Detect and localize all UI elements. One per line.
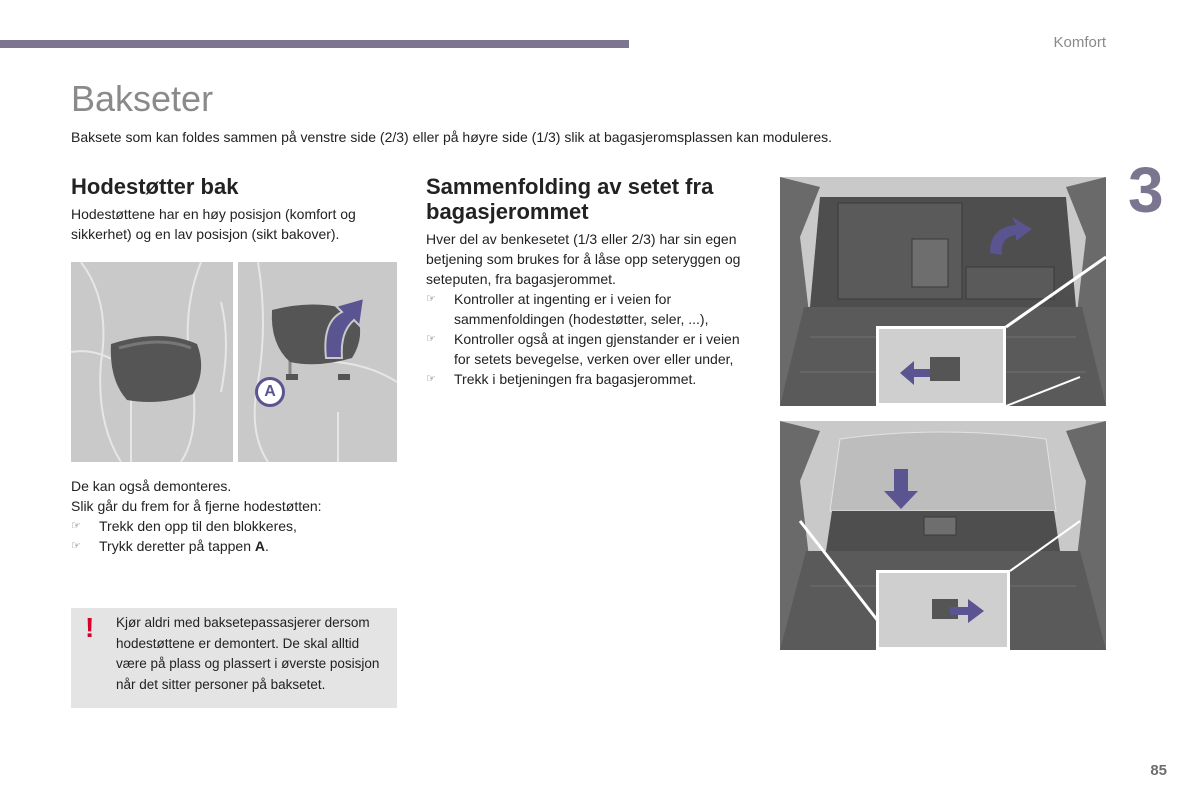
pointing-hand-icon: ☞	[426, 293, 436, 305]
removal-steps	[71, 516, 401, 556]
pointing-hand-icon: ☞	[71, 520, 81, 532]
warning-icon: !	[85, 612, 95, 643]
list-item: ☞ Kontroller også at ingen gjenstander er i veien for setets bevegelse, verken over eller under,	[426, 331, 740, 367]
folding-body	[426, 229, 746, 389]
folding-steps	[426, 289, 746, 389]
list-item: ☞ Kontroller at ingenting er i veien for sammenfoldingen (hodestøtter, seler, ...),	[426, 291, 709, 327]
headrests-text: Hodestøttene har en høy posisjon (komfort og sikkerhet) og en lav posisjon (sikt bakover).	[71, 206, 356, 242]
folding-text: Hver del av benkesetet (1/3 eller 2/3) har sin egen betjening som brukes for å låse opp seteryggen og seteputen, fra bagasjerommet.	[426, 231, 741, 287]
warning-box	[71, 608, 397, 708]
pointing-hand-icon: ☞	[71, 540, 81, 552]
pointing-hand-icon: ☞	[426, 333, 436, 345]
page-number: 85	[1150, 762, 1167, 779]
headrests-removal	[71, 476, 401, 556]
tab-a-emphasis: A	[254, 538, 266, 554]
section-label: Komfort	[1053, 34, 1106, 51]
headrest-low-illustration	[71, 262, 233, 462]
warning-text: Kjør aldri med baksetepassasjerer dersom hodestøttene er demontert. De skal alltid være på plass og plassert i øverste posisjon når det sitter personer på baksetet.	[116, 615, 380, 692]
removable-note: De kan også demonteres.	[71, 478, 232, 494]
list-item: ☞ Trekk i betjeningen fra bagasjerommet.	[426, 371, 697, 387]
list-item: ☞ Trykk deretter på tappen A.	[71, 538, 269, 554]
callout-a-label: A	[264, 383, 276, 400]
callout-a-badge	[255, 377, 285, 407]
removal-intro: Slik går du frem for å fjerne hodestøtten:	[71, 498, 322, 514]
pointing-hand-icon: ☞	[426, 373, 436, 385]
page-title: Bakseter	[71, 78, 214, 119]
headrests-heading: Hodestøtter bak	[71, 174, 239, 199]
chapter-number: 3	[1128, 154, 1164, 226]
trunk-seatback-illustration	[780, 177, 1106, 406]
trunk-cushion-illustration	[780, 421, 1106, 650]
list-item: ☞ Trekk den opp til den blokkeres,	[71, 518, 297, 534]
folding-heading: Sammenfolding av setet fra bagasjerommet	[426, 174, 714, 224]
header-accent-bar	[0, 40, 629, 48]
headrest-high-illustration	[238, 262, 397, 462]
intro-text: Baksete som kan foldes sammen på venstre side (2/3) eller på høyre side (1/3) slik at bagasjeromsplassen kan moduleres.	[71, 129, 833, 145]
